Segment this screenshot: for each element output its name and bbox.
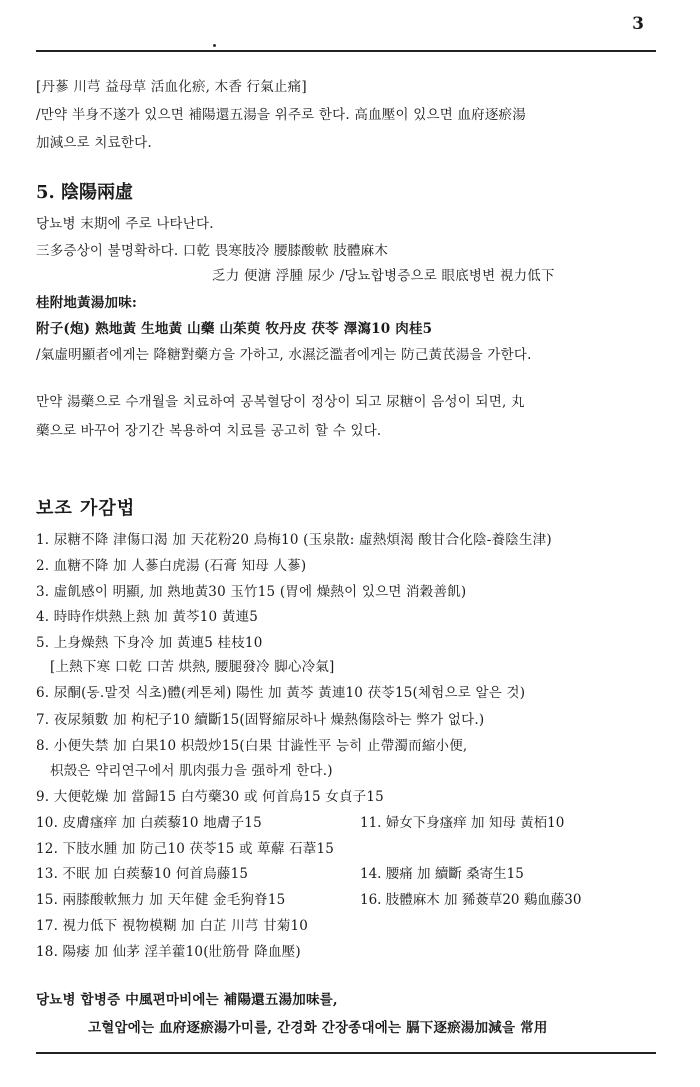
list-item: 5. 上身燥熱 下身冷 加 黃連5 桂枝10 [36,635,263,651]
list-item: 8. 小便失禁 加 白果10 枳殼炒15(白果 甘澁性平 능히 止帶濁而縮小便, [36,738,468,754]
list-item: 10. 皮膚瘙痒 加 白蒺藜10 地膚子15 [36,815,262,831]
list-item: 9. 大便乾燥 加 當歸15 白芍藥30 或 何首烏15 女貞子15 [36,789,384,805]
paragraph-line-1: 만약 湯藥으로 수개월을 치료하여 공복혈당이 정상이 되고 尿糖이 음성이 되면, 丸 [36,394,525,410]
list-item: 2. 血糖不降 加 人蔘白虎湯 (石膏 知母 人蔘) [36,558,307,574]
header-rule [36,50,656,52]
section-line-1: 당뇨병 末期에 주로 나타난다. [36,216,214,232]
footer-line-1: 당뇨병 합병증 中風편마비에는 補陽還五湯加味를, [36,992,338,1008]
list-item: 12. 下肢水腫 加 防己10 茯苓15 或 萆薢 石葦15 [36,841,335,857]
aux-heading: 보조 가감법 [36,498,136,519]
page-number: 3 [632,14,644,34]
formula: 附子(炮) 熟地黃 生地黃 山藥 山茱萸 牧丹皮 茯苓 澤瀉10 肉桂5 [36,321,433,337]
list-item: 1. 尿糖不降 津傷口渴 加 天花粉20 烏梅10 (玉泉散: 虛熱煩渴 酸甘合化陰-養陰生津) [36,532,552,548]
list-item: 15. 兩膝酸軟無力 加 天年健 金毛狗脊15 [36,892,286,908]
list-item: 7. 夜尿頻數 加 枸杞子10 續斷15(固腎縮尿하나 燥熱傷陰하는 弊가 없다.) [36,712,485,728]
footer-rule [36,1052,656,1054]
intro-line-2: /만약 半身不遂가 있으면 補陽還五湯을 위주로 한다. 高血壓이 있으면 血府逐瘀湯 [36,107,526,123]
list-item: 16. 肢體麻木 加 豨薟草20 鷄血藤30 [360,892,582,908]
section-note: /氣虛明顯者에게는 降糖對藥方을 가하고, 水濕泛濫者에게는 防己黃芪湯을 가한다. [36,347,532,363]
list-item: 4. 時時作烘熱上熱 加 黃芩10 黃連5 [36,609,259,625]
list-item-note: 枳殼은 약리연구에서 肌肉張力을 强하게 한다.) [50,763,333,779]
speck [213,44,216,47]
intro-line-1: [丹蔘 川芎 益母草 活血化瘀, 木香 行氣止痛] [36,79,307,95]
list-item: 14. 腰痛 加 續斷 桑寄生15 [360,866,524,882]
list-item-note: [上熱下寒 口乾 口苦 烘熱, 腰腿發冷 脚心冷氣] [50,659,335,675]
list-item: 11. 婦女下身瘙痒 加 知母 黃栢10 [360,815,565,831]
list-item: 17. 視力低下 視物模糊 加 白芷 川芎 甘菊10 [36,918,309,934]
list-item: 6. 尿酮(동.말젓 식초)體(케톤체) 陽性 加 黃芩 黃連10 茯苓15(체험으로 알은 것) [36,685,526,701]
section-line-3: 乏力 便溏 浮腫 尿少 /당뇨합병증으로 眼底병변 視力低下 [212,268,555,284]
footer-line-2: 고혈압에는 血府逐瘀湯가미를, 간경화 간장종대에는 膈下逐瘀湯加減을 常用 [88,1020,548,1036]
section-line-2: 三多증상이 불명확하다. 口乾 畏寒肢冷 腰膝酸軟 肢體麻木 [36,243,389,259]
paragraph-line-2: 藥으로 바꾸어 장기간 복용하여 치료를 공고히 할 수 있다. [36,423,382,439]
list-item: 3. 虛飢感이 明顯, 加 熟地黃30 玉竹15 (胃에 燥熱이 있으면 消穀善飢) [36,584,467,600]
section-heading: 5. 陰陽兩虛 [36,182,134,203]
formula-title: 桂附地黃湯加味: [36,295,138,311]
list-item: 13. 不眠 加 白蒺藜10 何首烏藤15 [36,866,249,882]
intro-line-3: 加減으로 치료한다. [36,135,152,151]
list-item: 18. 陽痿 加 仙茅 淫羊藿10(壯筋骨 降血壓) [36,944,301,960]
